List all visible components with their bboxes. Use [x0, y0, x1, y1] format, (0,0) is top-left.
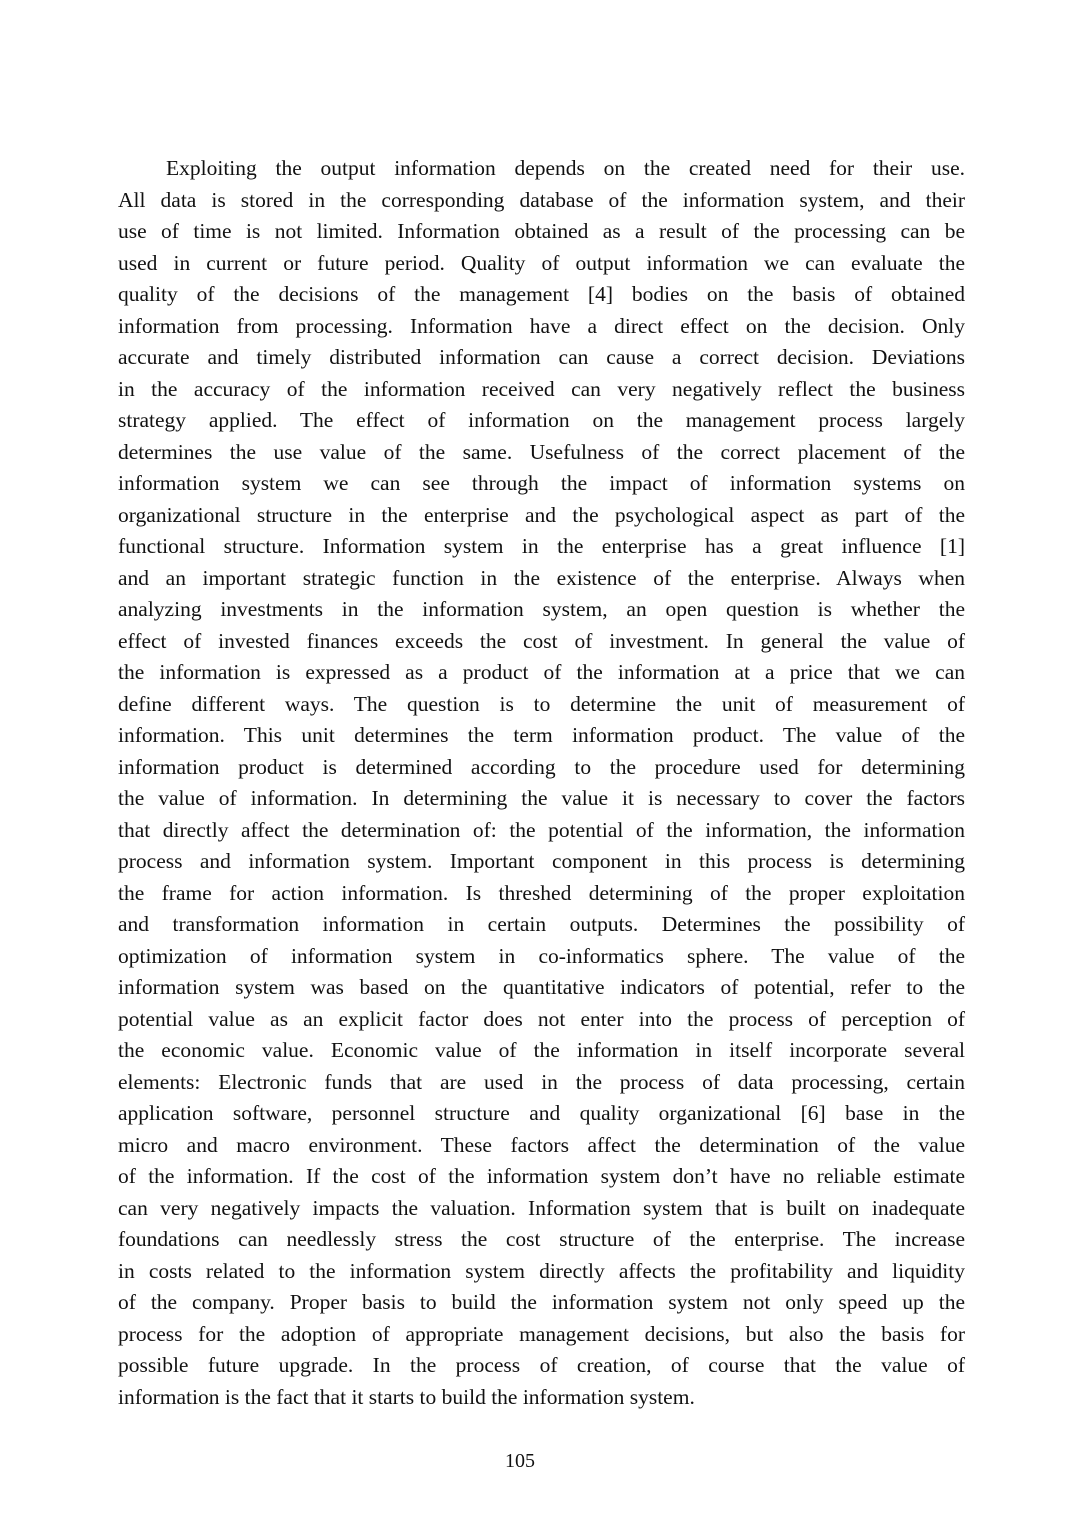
text-line: [118, 405, 965, 437]
text-line-content: information. This unit determines the term information product. The value of the: [118, 723, 965, 747]
text-line-content: used in current or future period. Quality of output information we can evaluate the: [118, 250, 965, 275]
text-line-content: information from processing. Information have a direct effect on the decision. Only: [118, 313, 965, 338]
text-line-content: information is the fact that it starts to build the information system.: [118, 1384, 695, 1409]
text-line: [118, 374, 965, 406]
text-line: [118, 846, 965, 878]
page-number: 105: [505, 1450, 535, 1472]
text-line: [118, 1067, 965, 1099]
text-line: [118, 626, 965, 658]
text-line: [118, 311, 965, 343]
text-line-content: micro and macro environment. These factors affect the determination of the value: [118, 1132, 965, 1157]
text-line-content: process for the adoption of appropriate management decisions, but also the basis for: [118, 1321, 965, 1346]
text-line: [118, 1193, 965, 1225]
body-paragraph: [118, 153, 965, 1413]
text-line-content: information system we can see through the impact of information systems on: [118, 471, 965, 495]
text-line: [118, 342, 965, 374]
text-line: [118, 1130, 965, 1162]
text-line: [118, 1161, 965, 1193]
text-line: [118, 720, 965, 752]
text-line-content: strategy applied. The effect of information on the management process largely: [118, 408, 965, 432]
text-line-content: define different ways. The question is to determine the unit of measurement of: [118, 691, 965, 716]
text-line-content: that directly affect the determination of: the potential of the information, the information: [118, 817, 965, 842]
text-line: [118, 563, 965, 595]
text-line-content: process and information system. Important component in this process is determining: [118, 849, 965, 873]
text-line-content: application software, personnel structure and quality organizational [6] base in the: [118, 1101, 965, 1125]
text-line: [118, 1098, 965, 1130]
text-line: [118, 248, 965, 280]
text-line-content: functional structure. Information system in the enterprise has a great influence [1]: [118, 534, 965, 558]
text-line: [118, 1350, 965, 1382]
text-line: [118, 909, 965, 941]
text-line: [118, 1256, 965, 1288]
text-line: [118, 437, 965, 469]
text-line-content: in costs related to the information system directly affects the profitability and liquidity: [118, 1258, 965, 1283]
text-line-content: of the company. Proper basis to build the information system not only speed up the: [118, 1290, 965, 1314]
text-line-content: accurate and timely distributed information can cause a correct decision. Deviations: [118, 345, 965, 369]
text-line: [118, 752, 965, 784]
text-line-content: the frame for action information. Is threshed determining of the proper exploitation: [118, 880, 965, 905]
text-line: [118, 815, 965, 847]
text-line-content: use of time is not limited. Information obtained as a result of the processing can be: [118, 219, 965, 243]
text-line-content: determines the use value of the same. Usefulness of the correct placement of the: [118, 439, 965, 464]
text-line-content: elements: Electronic funds that are used in the process of data processing, certain: [118, 1069, 965, 1094]
text-line-content: the value of information. In determining the value it is necessary to cover the factors: [118, 786, 965, 810]
text-line: [118, 1224, 965, 1256]
text-line-content: effect of invested finances exceeds the cost of investment. In general the value of: [118, 628, 965, 653]
text-line-content: potential value as an explicit factor does not enter into the process of perception of: [118, 1006, 965, 1031]
text-line: [118, 468, 965, 500]
text-line: [118, 500, 965, 532]
text-line-content: can very negatively impacts the valuation. Information system that is built on inadequate: [118, 1195, 965, 1220]
text-line-content: of the information. If the cost of the information system don’t have no reliable estimate: [118, 1164, 965, 1188]
text-line-content: Exploiting the output information depends on the created need for their use.: [166, 156, 965, 180]
text-line: [118, 689, 965, 721]
text-line-content: analyzing investments in the information system, an open question is whether the: [118, 597, 965, 621]
text-line: [118, 657, 965, 689]
text-line: [118, 216, 965, 248]
text-line: [118, 783, 965, 815]
text-line: [118, 594, 965, 626]
text-line: [118, 1382, 965, 1414]
text-line-content: the information is expressed as a product of the information at a price that we can: [118, 660, 965, 684]
text-line-content: and transformation information in certain outputs. Determines the possibility of: [118, 912, 965, 936]
text-line: [118, 1319, 965, 1351]
text-line-content: possible future upgrade. In the process of creation, of course that the value of: [118, 1353, 965, 1377]
text-line-content: the economic value. Economic value of the information in itself incorporate several: [118, 1038, 965, 1062]
text-line-content: in the accuracy of the information received can very negatively reflect the business: [118, 376, 965, 401]
text-line-content: optimization of information system in co-informatics sphere. The value of the: [118, 943, 965, 968]
text-line: [118, 878, 965, 910]
text-line-content: and an important strategic function in the existence of the enterprise. Always when: [118, 565, 965, 590]
text-line-content: quality of the decisions of the management [4] bodies on the basis of obtained: [118, 282, 965, 306]
text-line: [118, 185, 965, 217]
text-line-content: foundations can needlessly stress the cost structure of the enterprise. The increase: [118, 1227, 965, 1251]
text-line: [118, 972, 965, 1004]
text-line: [118, 153, 965, 185]
text-line: [118, 279, 965, 311]
text-line-content: information product is determined according to the procedure used for determining: [118, 754, 965, 779]
text-line-content: organizational structure in the enterprise and the psychological aspect as part of the: [118, 502, 965, 527]
text-line: [118, 1287, 965, 1319]
text-line: [118, 531, 965, 563]
text-line: [118, 1035, 965, 1067]
text-line-content: All data is stored in the corresponding database of the information system, and their: [118, 187, 965, 212]
text-line: [118, 1004, 965, 1036]
text-line: [118, 941, 965, 973]
text-line-content: information system was based on the quantitative indicators of potential, refer to the: [118, 975, 965, 999]
